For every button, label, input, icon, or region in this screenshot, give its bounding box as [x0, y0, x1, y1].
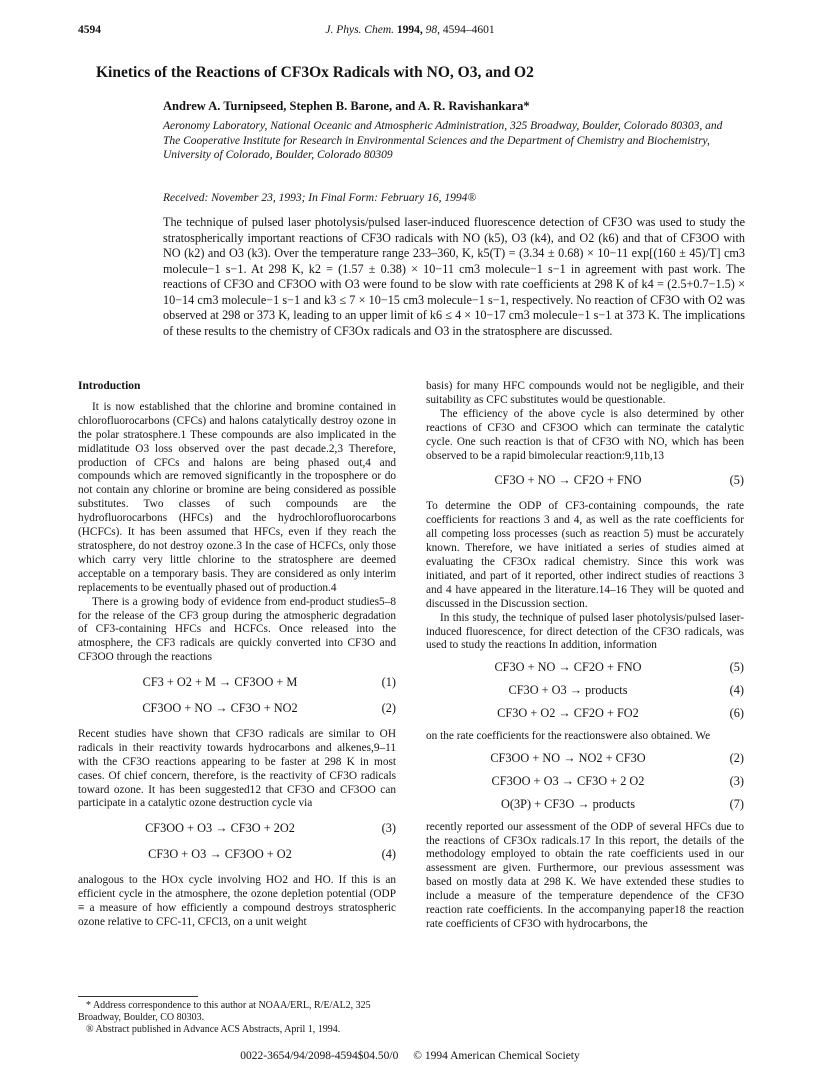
footnotes: [78, 996, 396, 1036]
journal-year: 1994,: [396, 24, 423, 36]
received-dates: Received: November 23, 1993; In Final Form: February 16, 1994®: [163, 192, 477, 204]
equation-number: (3): [729, 773, 744, 788]
equation-number: (2): [381, 701, 396, 716]
equation-3: [78, 822, 396, 836]
paragraph: There is a growing body of evidence from end-product studies5–8 for the release of the CF3 group during the atmospheric degradation of CF3-containing HFCs and HCFCs. Once released into the atmosphere, the CF3 radicals are quickly converted into CF3O and CF3OO through the reactions: [78, 595, 396, 664]
footnote-abstract-published: ® Abstract published in Advance ACS Abstracts, April 1, 1994.: [86, 1024, 341, 1035]
equation-5: [426, 474, 744, 488]
author-list: Andrew A. Turnipseed, Stephen B. Barone, and A. R. Ravishankara*: [163, 99, 530, 113]
equation-expression: CF3O + O3 → CF3OO + O2: [148, 847, 292, 862]
equation-expression: CF3OO + NO → CF3O + NO2: [142, 701, 298, 716]
equation-4-repeat: [426, 684, 744, 698]
equation-number: (1): [381, 675, 396, 690]
equation-3-repeat: [426, 775, 744, 789]
equation-number: (2): [729, 750, 744, 765]
paragraph: It is now established that the chlorine and bromine contained in chlorofluorocarbons (CFCs) and halons catalytically destroy ozone in the polar stratosphere.1 These compounds are also implicated in the midlatitude O3 loss observed over the past decade.2,3 Therefore, production of CFCs and halons are being phased out,4 and compounds which are removed significantly in the troposphere or do not contain any chlorine or bromine are being considered as possible substitutes. Two classes of such compounds are the hydrofluorocarbons (HFCs) and the hydrochlorofluorocarbons (HCFCs). It has been assumed that HFCs, even if they reach the stratosphere, do not destroy ozone.3 In the case of HCFCs, only those which carry very little chlorine to the stratosphere are deemed acceptable on a temporary basis. They are considered as only interim replacements to be eventually phased out of production.4: [78, 400, 396, 594]
journal-name: J. Phys. Chem.: [325, 24, 395, 36]
equation-5-repeat: [426, 661, 744, 675]
equation-4: [78, 848, 396, 862]
equation-expression: CF3 + O2 + M → CF3OO + M: [142, 675, 298, 690]
paragraph: In this study, the technique of pulsed laser photolysis/pulsed laser-induced fluorescence, for direct detection of the CF3O radicals, was used to study the reactions In addition, information: [426, 611, 744, 652]
equation-number: (5): [729, 660, 744, 675]
equation-expression: CF3OO + O3 → CF3O + 2 O2: [491, 773, 645, 788]
equation-expression: CF3OO + O3 → CF3O + 2O2: [145, 821, 295, 836]
equation-1: [78, 676, 396, 690]
page-number: 4594: [78, 24, 101, 36]
paragraph: The efficiency of the above cycle is also determined by other reactions of CF3O and CF3OO which can terminate the catalytic cycle. One such reaction is that of CF3O with NO, which has been observed to be a rapid bimolecular reaction:9,11b,13: [426, 407, 744, 462]
article-title: Kinetics of the Reactions of CF3Ox Radicals with NO, O3, and O2: [96, 64, 534, 81]
paragraph: To determine the ODP of CF3-containing compounds, the rate coefficients for reactions 3 and 4, as well as the rate coefficients for all competing loss processes (such as reaction 5) must be accurately known. Therefore, we have initiated a series of studies aimed at evaluating the CF3Ox radical chemistry. Since this work was initiated, and part of it reported, other indirect studies of reactions 3 and 4 have appeared in the literature.14–16 They will be quoted and discussed in the Discussion section.: [426, 500, 744, 610]
footnote-correspondence: * Address correspondence to this author at NOAA/ERL, R/E/AL2, 325 Broadway, Boulder, CO 80303.: [78, 1000, 371, 1023]
running-head: [78, 24, 742, 40]
journal-volume: 98,: [425, 24, 441, 36]
equation-2: [78, 702, 396, 716]
right-column: [426, 380, 744, 932]
affiliation: Aeronomy Laboratory, National Oceanic and Atmospheric Administration, 325 Broadway, Boulder, Colorado 80303, and The Cooperative Institute for Research in Environmental Sciences and the Department of Chemistry and Biochemistry, University of Colorado, Boulder, Colorado 80309: [163, 120, 723, 162]
journal-citation: [78, 24, 742, 36]
equation-number: (3): [381, 821, 396, 836]
paragraph: on the rate coefficients for the reactionswere also obtained. We: [426, 730, 711, 743]
equation-expression: CF3O + O2 → CF2O + FO2: [497, 706, 639, 721]
equation-expression: CF3O + NO → CF2O + FNO: [494, 660, 642, 675]
section-heading-introduction: Introduction: [78, 380, 141, 392]
equation-number: (4): [381, 847, 396, 862]
equation-expression: CF3OO + NO → NO2 + CF3O: [490, 750, 646, 765]
equation-7: [426, 798, 744, 812]
abstract: The technique of pulsed laser photolysis/pulsed laser-induced fluorescence detection of CF3O was used to study the stratospherically important reactions of CF3O radicals with NO (k5), O3 (k4), and O2 (k6) and that of CF3OO with NO (k2) and O3 (k3). Over the temperature range 233–360, K, k5(T) = (3.34 ± 0.68) × 10−11 exp[(160 ± 45)/T] cm3 molecule−1 s−1. At 298 K, k2 = (1.57 ± 0.38) × 10−11 cm3 molecule−1 s−1 in agreement with past work. The reactions of CF3O and CF3OO with O3 were found to be slow with rate coefficients at 298 K of k4 = (2.5+0.7−1.5) × 10−14 cm3 molecule−1 s−1 and k3 ≤ 7 × 10−15 cm3 molecule−1 s−1, respectively. No reaction of CF3O with O2 was observed at 298 or 373 K, leading to an upper limit of k6 ≤ 4 × 10−17 cm3 molecule−1 s−1 at 373 K. The implications of these results to the chemistry of CF3Ox radicals and O3 in the stratosphere are discussed.: [163, 215, 745, 338]
equation-expression: CF3O + O3 → products: [508, 683, 628, 698]
equation-6: [426, 707, 744, 721]
article-code: 0022-3654/94/2098-4594$04.50/0: [240, 1050, 399, 1062]
equation-2-repeat: [426, 752, 744, 766]
equation-number: (5): [729, 473, 744, 488]
equation-number: (7): [729, 796, 744, 811]
paragraph: recently reported our assessment of the ODP of several HFCs due to the reactions of CF3Ox radicals.17 In this report, the details of the methodology employed to obtain the rate coefficients used in our assessment are given. Furthermore, our previous assessment was based on mostly data at 298 K. We have extended these studies to include a measure of the temperature dependence of the CF3O reaction rate coefficients. In the accompanying paper18 the reaction rate coefficients of CF3O with hydrocarbons, the: [426, 820, 744, 930]
equation-number: (6): [729, 706, 744, 721]
journal-pages: 4594–4601: [442, 24, 495, 36]
paragraph: analogous to the HOx cycle involving HO2 and HO. If this is an efficient cycle in the atmosphere, the ozone depletion potential (ODP ≡ a measure of how efficiently a compound destroys stratospheric ozone relative to CFC-11, CFCl3, on a unit weight: [78, 874, 396, 928]
page-footer: [0, 1050, 820, 1062]
footnote-rule: [78, 996, 198, 997]
left-column: [78, 380, 396, 930]
paragraph: Recent studies have shown that CF3O radicals are similar to OH radicals in their reactivity towards hydrocarbons and alkenes,9–11 with the CF3O reactions appearing to be faster at 298 K in most cases. Of chief concern, therefore, is the reactivity of CF3O radicals toward ozone. It has been suggested12 that CF3O and CF3OO can participate in a catalytic ozone destruction cycle via: [78, 727, 396, 810]
equation-expression: O(3P) + CF3O → products: [500, 796, 635, 811]
equation-expression: CF3O + NO → CF2O + FNO: [494, 473, 642, 488]
equation-number: (4): [729, 683, 744, 698]
paragraph: basis) for many HFC compounds would not be negligible, and their suitability as CFC substitutes would be questionable.: [426, 380, 744, 406]
copyright-notice: © 1994 American Chemical Society: [413, 1050, 580, 1062]
